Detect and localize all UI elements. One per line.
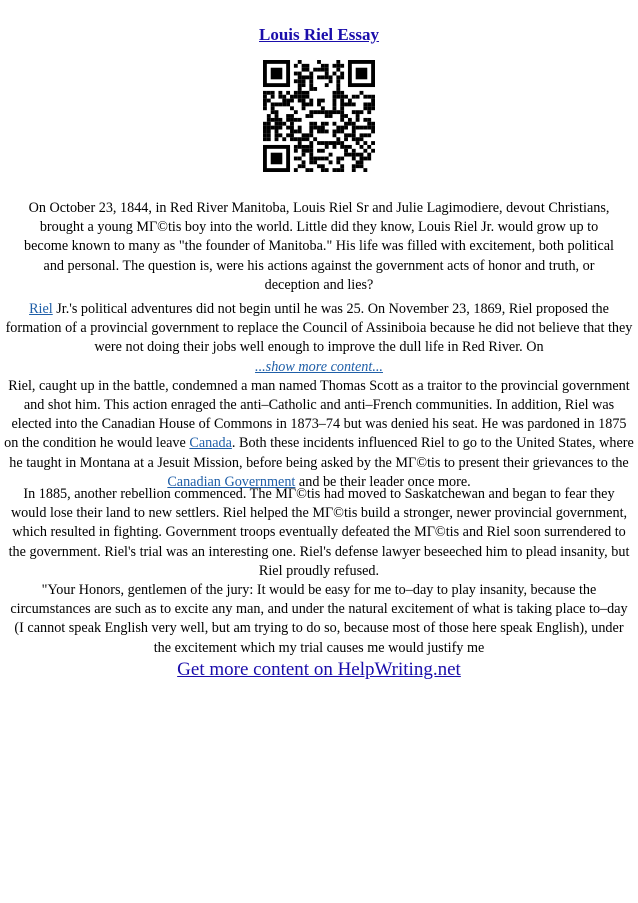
canadian-government-link[interactable]: Canadian Government: [167, 473, 296, 490]
p3-text-a: In 1885, another rebellion commenced. The MΓ©tis had moved to Saskatchewan and began to fear they would lose their land to new settlers. Riel helped the MΓ©tis build a stronger, newer provincial government, which resulted in fighting. Government troops eventually defeated the MΓ©tis and Riel soon surrendered to the government. Riel's trial was an interesting one. Riel's defense lawyer beseeched him to plead insanity, but Riel proudly refused.: [8, 486, 630, 579]
second-paragraph: [0, 300, 638, 492]
canada-link[interactable]: Canada: [189, 435, 232, 452]
third-paragraph: [0, 485, 638, 658]
essay-title-link[interactable]: Louis Riel Essay: [259, 25, 379, 44]
p2-text-c: . Both these incidents influenced Riel to go to the United States, where he taught in Montana at a Jesuit Mission, before being asked by the MΓ©tis to present their grievances to the: [9, 435, 634, 471]
p3-quote: "Your Honors, gentlemen of the jury: It would be easy for me to–day to play insanity, because the circumstances are such as to excite any man, and under the natural excitement of what is taking place to–day (I cannot speak English very well, but am trying to do so, because most of those here speak English), under the excitement which my trial causes me would justify me: [10, 582, 628, 656]
p2-text-d: and be their leader once more.: [295, 473, 471, 490]
intro-paragraph: On October 23, 1844, in Red River Manitoba, Louis Riel Sr and Julie Lagimodiere, devout Christians, brought a young MΓ©tis boy into the world. Little did they know, Louis Riel Jr. would grow up to become known to many as "the founder of Manitoba." His life was filled with excitement, both political and personal. The question is, were his actions against the government acts of honor and truth, or deception and lies?: [24, 200, 614, 293]
qr-code: [263, 60, 375, 172]
get-more-content-link[interactable]: Get more content on HelpWriting.net: [177, 659, 461, 680]
riel-link[interactable]: Riel: [29, 301, 53, 317]
show-more-link[interactable]: ...show more content...: [255, 358, 383, 375]
p2-text-a: Jr.'s political adventures did not begin until he was 25. On November 23, 1869, Riel proposed the formation of a provincial government to replace the Council of Assiniboia because he did not believe that they were not doing their jobs well enough to improve the dull life in Red River. On: [5, 301, 633, 356]
p2-text-b: Riel, caught up in the battle, condemned a man named Thomas Scott as a traitor to the provincial government and shot him. This action enraged the anti–Catholic and anti–French communities. In addition, Riel was elected into the Canadian House of Commons in 1873–74 but was denied his seat. He was pardoned in 1875 on the condition he would leave: [4, 377, 630, 452]
